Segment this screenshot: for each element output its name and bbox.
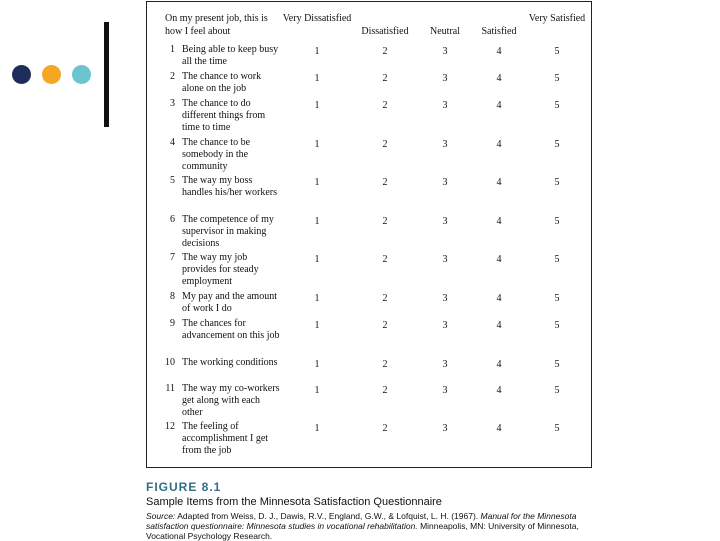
item-number: 5 xyxy=(170,175,175,186)
rating-option: 5 xyxy=(554,139,560,150)
rating-option: 3 xyxy=(442,359,448,370)
item-text: The chance to be somebody in the community xyxy=(182,137,251,172)
item-text: The chances for advancement on this job xyxy=(182,318,280,341)
item-text: Being able to keep busy all the time xyxy=(182,44,279,67)
rating-option: 5 xyxy=(554,46,560,57)
rating-option: 4 xyxy=(496,423,502,434)
item-number: 4 xyxy=(170,137,175,148)
rating-option: 4 xyxy=(496,254,502,265)
navy-bullet-dot xyxy=(12,65,31,84)
source-italic: Manual for the Minnesota satisfaction questionnaire: Minnesota studies in vocational rehabilitation. xyxy=(146,511,577,531)
figure-label: FIGURE 8.1 xyxy=(146,480,222,494)
source-label: Source: xyxy=(146,511,176,521)
rating-option: 2 xyxy=(382,73,388,84)
rating-option: 3 xyxy=(442,423,448,434)
rating-option: 5 xyxy=(554,100,560,111)
questionnaire-figure xyxy=(146,1,592,468)
rating-option: 3 xyxy=(442,385,448,396)
rating-option: 4 xyxy=(496,139,502,150)
teal-bullet-dot xyxy=(72,65,91,84)
item-number: 11 xyxy=(165,383,175,394)
item-text: The way my job provides for steady employment xyxy=(182,252,259,287)
rating-option: 4 xyxy=(496,46,502,57)
rating-option: 3 xyxy=(442,139,448,150)
item-text: My pay and the amount of work I do xyxy=(182,291,277,314)
rating-option: 2 xyxy=(382,100,388,111)
rating-option: 4 xyxy=(496,359,502,370)
rating-option: 4 xyxy=(496,216,502,227)
rating-option: 5 xyxy=(554,320,560,331)
rating-option: 1 xyxy=(314,216,320,227)
item-text: The way my boss handles his/her workers xyxy=(182,175,277,198)
rating-option: 1 xyxy=(314,73,320,84)
figure-title: Sample Items from the Minnesota Satisfaction Questionnaire xyxy=(146,496,442,508)
rating-option: 5 xyxy=(554,359,560,370)
item-text: The chance to work alone on the job xyxy=(182,71,262,94)
rating-option: 2 xyxy=(382,293,388,304)
rating-option: 5 xyxy=(554,254,560,265)
rating-option: 3 xyxy=(442,320,448,331)
item-number: 1 xyxy=(170,44,175,55)
rating-option: 5 xyxy=(554,293,560,304)
item-number: 7 xyxy=(170,252,175,263)
rating-option: 1 xyxy=(314,359,320,370)
rating-option: 3 xyxy=(442,254,448,265)
source-text: Adapted from Weiss, D. J., Dawis, R.V., England, G.W., & Lofquist, L. H. (1967). xyxy=(177,511,479,521)
rating-option: 2 xyxy=(382,177,388,188)
rating-option: 4 xyxy=(496,100,502,111)
rating-option: 3 xyxy=(442,177,448,188)
rating-option: 5 xyxy=(554,216,560,227)
rating-option: 1 xyxy=(314,385,320,396)
figure-source xyxy=(146,511,596,541)
rating-option: 4 xyxy=(496,73,502,84)
rating-option: 5 xyxy=(554,177,560,188)
rating-option: 1 xyxy=(314,46,320,57)
rating-option: 1 xyxy=(314,293,320,304)
rating-option: 5 xyxy=(554,423,560,434)
item-text: The feeling of accomplishment I get from the job xyxy=(182,421,269,456)
item-number: 10 xyxy=(165,357,175,368)
item-number: 3 xyxy=(170,98,175,109)
item-number: 8 xyxy=(170,291,175,302)
item-number: 2 xyxy=(170,71,175,82)
rating-option: 4 xyxy=(496,293,502,304)
rating-option: 1 xyxy=(314,254,320,265)
source-tail: Minneapolis, MN: University of Minnesota, Vocational Psychology Research. xyxy=(146,521,579,541)
rating-option: 4 xyxy=(496,320,502,331)
item-number: 9 xyxy=(170,318,175,329)
rating-option: 2 xyxy=(382,216,388,227)
rating-option: 3 xyxy=(442,293,448,304)
rating-option: 3 xyxy=(442,46,448,57)
column-header-satisfied: Satisfied xyxy=(481,26,517,37)
questionnaire-prompt: On my present job, this is how I feel about xyxy=(165,13,268,37)
rating-option: 3 xyxy=(442,216,448,227)
column-header-very-satisfied: Very Satisfied xyxy=(528,13,586,24)
rating-option: 4 xyxy=(496,385,502,396)
column-header-very-dissatisfied: Very Dissatisfied xyxy=(282,13,352,24)
item-text: The working conditions xyxy=(182,357,278,368)
rating-option: 2 xyxy=(382,320,388,331)
rating-option: 2 xyxy=(382,359,388,370)
rating-option: 5 xyxy=(554,73,560,84)
item-text: The way my co-workers get along with each other xyxy=(182,383,280,418)
vertical-divider xyxy=(104,22,109,127)
rating-option: 3 xyxy=(442,73,448,84)
rating-option: 5 xyxy=(554,385,560,396)
column-header-neutral: Neutral xyxy=(430,26,460,37)
rating-option: 2 xyxy=(382,423,388,434)
item-text: The competence of my supervisor in making decisions xyxy=(182,214,274,249)
item-text: The chance to do different things from time to time xyxy=(182,98,266,133)
rating-option: 2 xyxy=(382,46,388,57)
rating-option: 2 xyxy=(382,385,388,396)
rating-option: 2 xyxy=(382,254,388,265)
rating-option: 1 xyxy=(314,177,320,188)
rating-option: 3 xyxy=(442,100,448,111)
orange-bullet-dot xyxy=(42,65,61,84)
rating-option: 2 xyxy=(382,139,388,150)
rating-option: 1 xyxy=(314,320,320,331)
rating-option: 1 xyxy=(314,100,320,111)
item-number: 12 xyxy=(165,421,175,432)
figure-caption xyxy=(146,480,596,541)
column-header-dissatisfied: Dissatisfied xyxy=(361,26,409,37)
rating-option: 1 xyxy=(314,423,320,434)
rating-option: 4 xyxy=(496,177,502,188)
item-number: 6 xyxy=(170,214,175,225)
rating-option: 1 xyxy=(314,139,320,150)
